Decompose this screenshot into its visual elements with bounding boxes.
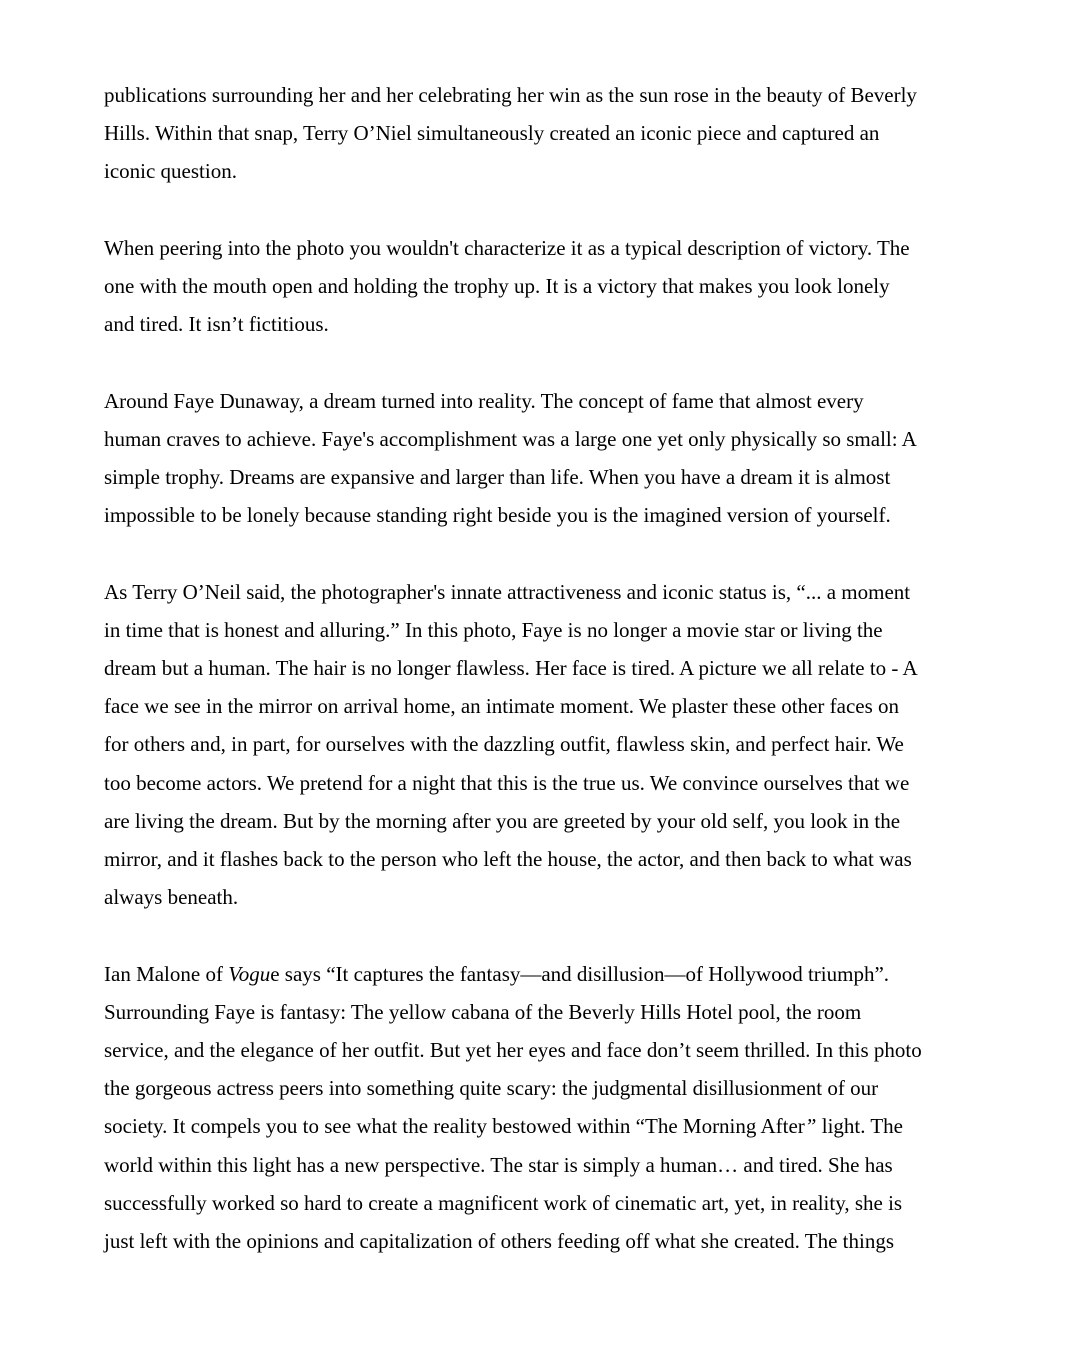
text-line: for others and, in part, for ourselves with the dazzling outfit, flawless skin, and perfect hair. We	[104, 732, 904, 757]
text-segment: e says “It captures the fantasy—and disillusion—of Hollywood triumph”.	[270, 961, 890, 986]
paragraph-2	[104, 229, 974, 344]
text-line: and tired. It isn’t fictitious.	[104, 312, 329, 337]
text-segment: Ian Malone of	[104, 961, 229, 986]
text-line: too become actors. We pretend for a night that this is the true us. We convince ourselves that we	[104, 770, 910, 795]
text-line: mirror, and it flashes back to the person who left the house, the actor, and then back to what was	[104, 847, 912, 872]
text-line: Hills. Within that snap, Terry O’Niel simultaneously created an iconic piece and captured an	[104, 121, 880, 146]
text-line: are living the dream. But by the morning after you are greeted by your old self, you look in the	[104, 808, 901, 833]
text-line: publications surrounding her and her celebrating her win as the sun rose in the beauty of Beverly	[104, 83, 917, 107]
paragraph-1	[104, 76, 974, 191]
paragraph-4	[104, 573, 974, 917]
text-line: human craves to achieve. Faye's accomplishment was a large one yet only physically so small: A	[104, 426, 917, 451]
text-line: iconic question.	[104, 159, 237, 184]
text-line: successfully worked so hard to create a magnificent work of cinematic art, yet, in reality, she is	[104, 1190, 903, 1215]
text-line: Surrounding Faye is fantasy: The yellow cabana of the Beverly Hills Hotel pool, the room	[104, 999, 862, 1024]
text-segment: society. It compels you to see what the reality bestowed within “The Morning After	[104, 1114, 805, 1139]
text-line: Around Faye Dunaway, a dream turned into reality. The concept of fame that almost every	[104, 388, 864, 413]
text-line: in time that is honest and alluring.” In this photo, Faye is no longer a movie star or living the	[104, 617, 883, 642]
text-line: one with the mouth open and holding the trophy up. It is a victory that makes you look lonely	[104, 274, 890, 298]
italic-quote-mark: ”	[804, 1114, 817, 1139]
text-line: face we see in the mirror on arrival home, an intimate moment. We plaster these other faces on	[104, 694, 900, 719]
text-line: impossible to be lonely because standing right beside you is the imagined version of yourself.	[104, 503, 891, 528]
text-line: service, and the elegance of her outfit. But yet her eyes and face don’t seem thrilled. In this photo	[104, 1038, 922, 1063]
text-line: When peering into the photo you wouldn't characterize it as a typical description of victory. The	[104, 235, 910, 260]
text-line: just left with the opinions and capitalization of others feeding off what she created. The things	[104, 1229, 895, 1254]
text-line: the gorgeous actress peers into something quite scary: the judgmental disillusionment of our	[104, 1076, 879, 1101]
paragraph-5	[104, 955, 974, 1261]
text-line: always beneath.	[104, 885, 239, 910]
text-line: world within this light has a new perspective. The star is simply a human… and tired. She has	[104, 1152, 893, 1177]
publication-name-italic: Vogu	[228, 961, 271, 986]
text-line: simple trophy. Dreams are expansive and larger than life. When you have a dream it is almost	[104, 465, 891, 489]
text-line: As Terry O’Neil said, the photographer's innate attractiveness and iconic status is, “... a moment	[104, 579, 911, 604]
text-line	[104, 1107, 974, 1145]
paragraph-3	[104, 382, 974, 535]
text-line	[104, 955, 974, 993]
document-page	[104, 76, 974, 1260]
text-segment: light. The	[816, 1114, 904, 1139]
text-line: dream but a human. The hair is no longer flawless. Her face is tired. A picture we all relate to - A	[104, 656, 918, 680]
